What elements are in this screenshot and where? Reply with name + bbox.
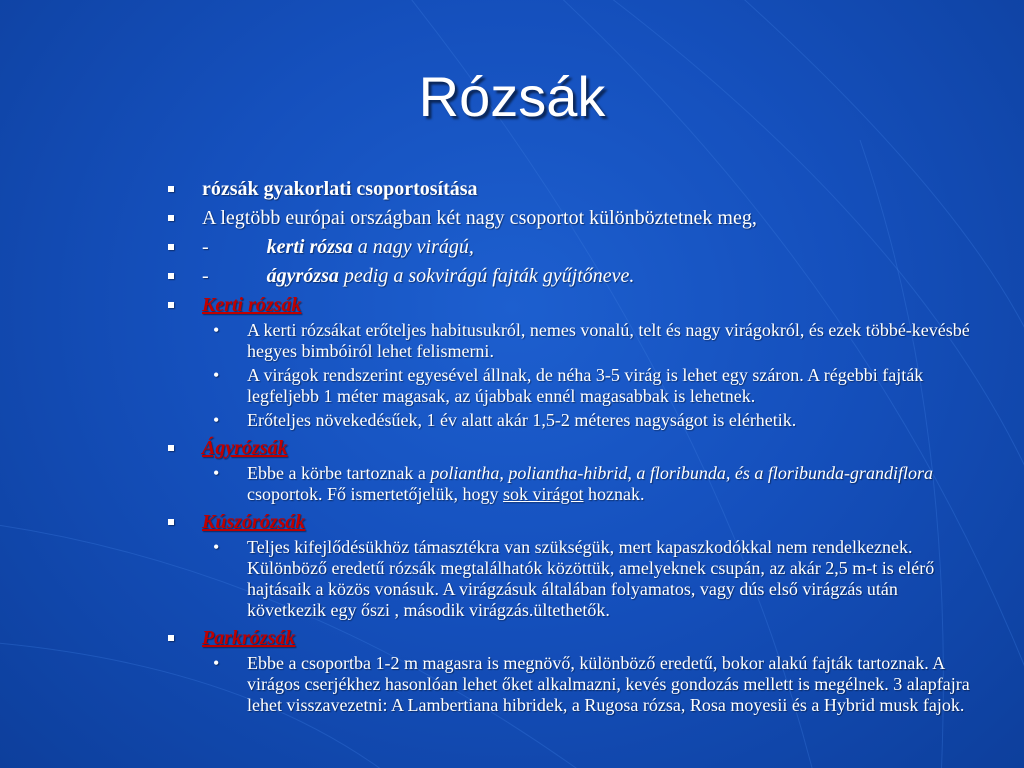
dash: - — [202, 265, 209, 287]
sub-bullet-text: Teljes kifejlődésükhöz támasztékra van szükségük, mert kapaszkodókkal nem rendelkeznek. Különböző eredetű rózsák megtalálhatók közöttük, amelyeknek csupán, az akár 2,5 m-t is elérő hajtásaik a közös vonásuk. A virágzásuk általában folyamatos, vagy dús első virágzás után következik egy őszi , második virágzás.ültethetők. — [247, 537, 935, 620]
slide-title: Rózsák — [418, 65, 606, 128]
bullet-icon: • — [213, 365, 220, 385]
heading-kuszorozsak: Kúszórózsák — [202, 511, 306, 533]
sub-bullet-text: A virágok rendszerint egyesével állnak, de néha 3-5 virág is lehet egy száron. A régebbi fajták legfeljebb 1 méter magasak, az újabbak ennél magasabbak is lehetnek. — [247, 365, 924, 406]
sub-bullet-text — [247, 463, 933, 504]
dash: - — [202, 236, 209, 258]
term-kerti-rozsa: kerti rózsa — [266, 236, 353, 258]
bullet-item — [160, 264, 970, 288]
sub-bullet-item — [160, 537, 970, 621]
heading-kerti-rozsak: Kerti rózsák — [202, 294, 302, 316]
term-description: a nagy virágú, — [352, 236, 474, 258]
bullet-item — [160, 235, 970, 259]
heading-agyrozsak: Ágyrózsák — [202, 437, 288, 459]
bullet-icon: • — [213, 320, 220, 340]
bullet-item — [160, 206, 970, 230]
square-bullet-icon — [168, 244, 174, 250]
square-bullet-icon — [168, 215, 174, 221]
term-agyrozsa: ágyrózsa — [266, 265, 339, 287]
bullet-text: A legtöbb európai országban két nagy csoportot különböztetnek meg, — [202, 207, 757, 229]
sub-bullet-item — [160, 320, 970, 362]
section-heading-kerti — [160, 293, 970, 317]
text-part: hoznak. — [583, 484, 645, 504]
slide-body — [160, 177, 970, 768]
bullet-icon: • — [213, 410, 220, 430]
sub-bullet-item — [160, 365, 970, 407]
square-bullet-icon — [168, 519, 174, 525]
sub-bullet-text: A kerti rózsákat erőteljes habitusukról, nemes vonalú, telt és nagy virágokról, és ezek többé-kevésbé hegyes bimbóiról lehet felismerni. — [247, 320, 970, 361]
square-bullet-icon — [168, 635, 174, 641]
bullet-icon: • — [213, 463, 220, 483]
bullet-icon: • — [213, 537, 220, 557]
bullet-icon: • — [213, 653, 220, 673]
heading-parkrozsak: Parkrózsák — [202, 627, 296, 649]
text-part: Ebbe a körbe tartoznak a — [247, 463, 431, 483]
square-bullet-icon — [168, 186, 174, 192]
section-heading-agy — [160, 436, 970, 460]
section-heading-kuszo — [160, 510, 970, 534]
text-part: csoportok. Fő ismertetőjelük, hogy — [247, 484, 503, 504]
sub-bullet-item — [160, 410, 970, 431]
sub-bullet-item — [160, 653, 970, 716]
term-description: pedig a sokvirágú fajták gyűjtőneve. — [338, 265, 635, 287]
square-bullet-icon — [168, 445, 174, 451]
square-bullet-icon — [168, 302, 174, 308]
underlined-phrase: sok virágot — [502, 484, 584, 504]
section-heading-park — [160, 626, 970, 650]
sub-bullet-item — [160, 463, 970, 505]
group-names: poliantha, poliantha-hibrid, a floribunda, és a floribunda-grandiflora — [430, 463, 933, 483]
bullet-text: rózsák gyakorlati csoportosítása — [202, 178, 478, 200]
sub-bullet-text: Ebbe a csoportba 1-2 m magasra is megnövő, különböző eredetű, bokor alakú fajták tartoznak. A virágos cserjékhez hasonlóan lehet őket alkalmazni, kevés gondozás mellett is megélnek. 3 alapfajra lehet visszavezetni: A Lambertiana hibridek, a Rugosa rózsa, Rosa moyesii és a Hybrid musk fajok. — [247, 653, 970, 715]
square-bullet-icon — [168, 273, 174, 279]
bullet-item — [160, 177, 970, 201]
sub-bullet-text: Erőteljes növekedésűek, 1 év alatt akár 1,5-2 méteres nagyságot is elérhetik. — [247, 410, 797, 430]
